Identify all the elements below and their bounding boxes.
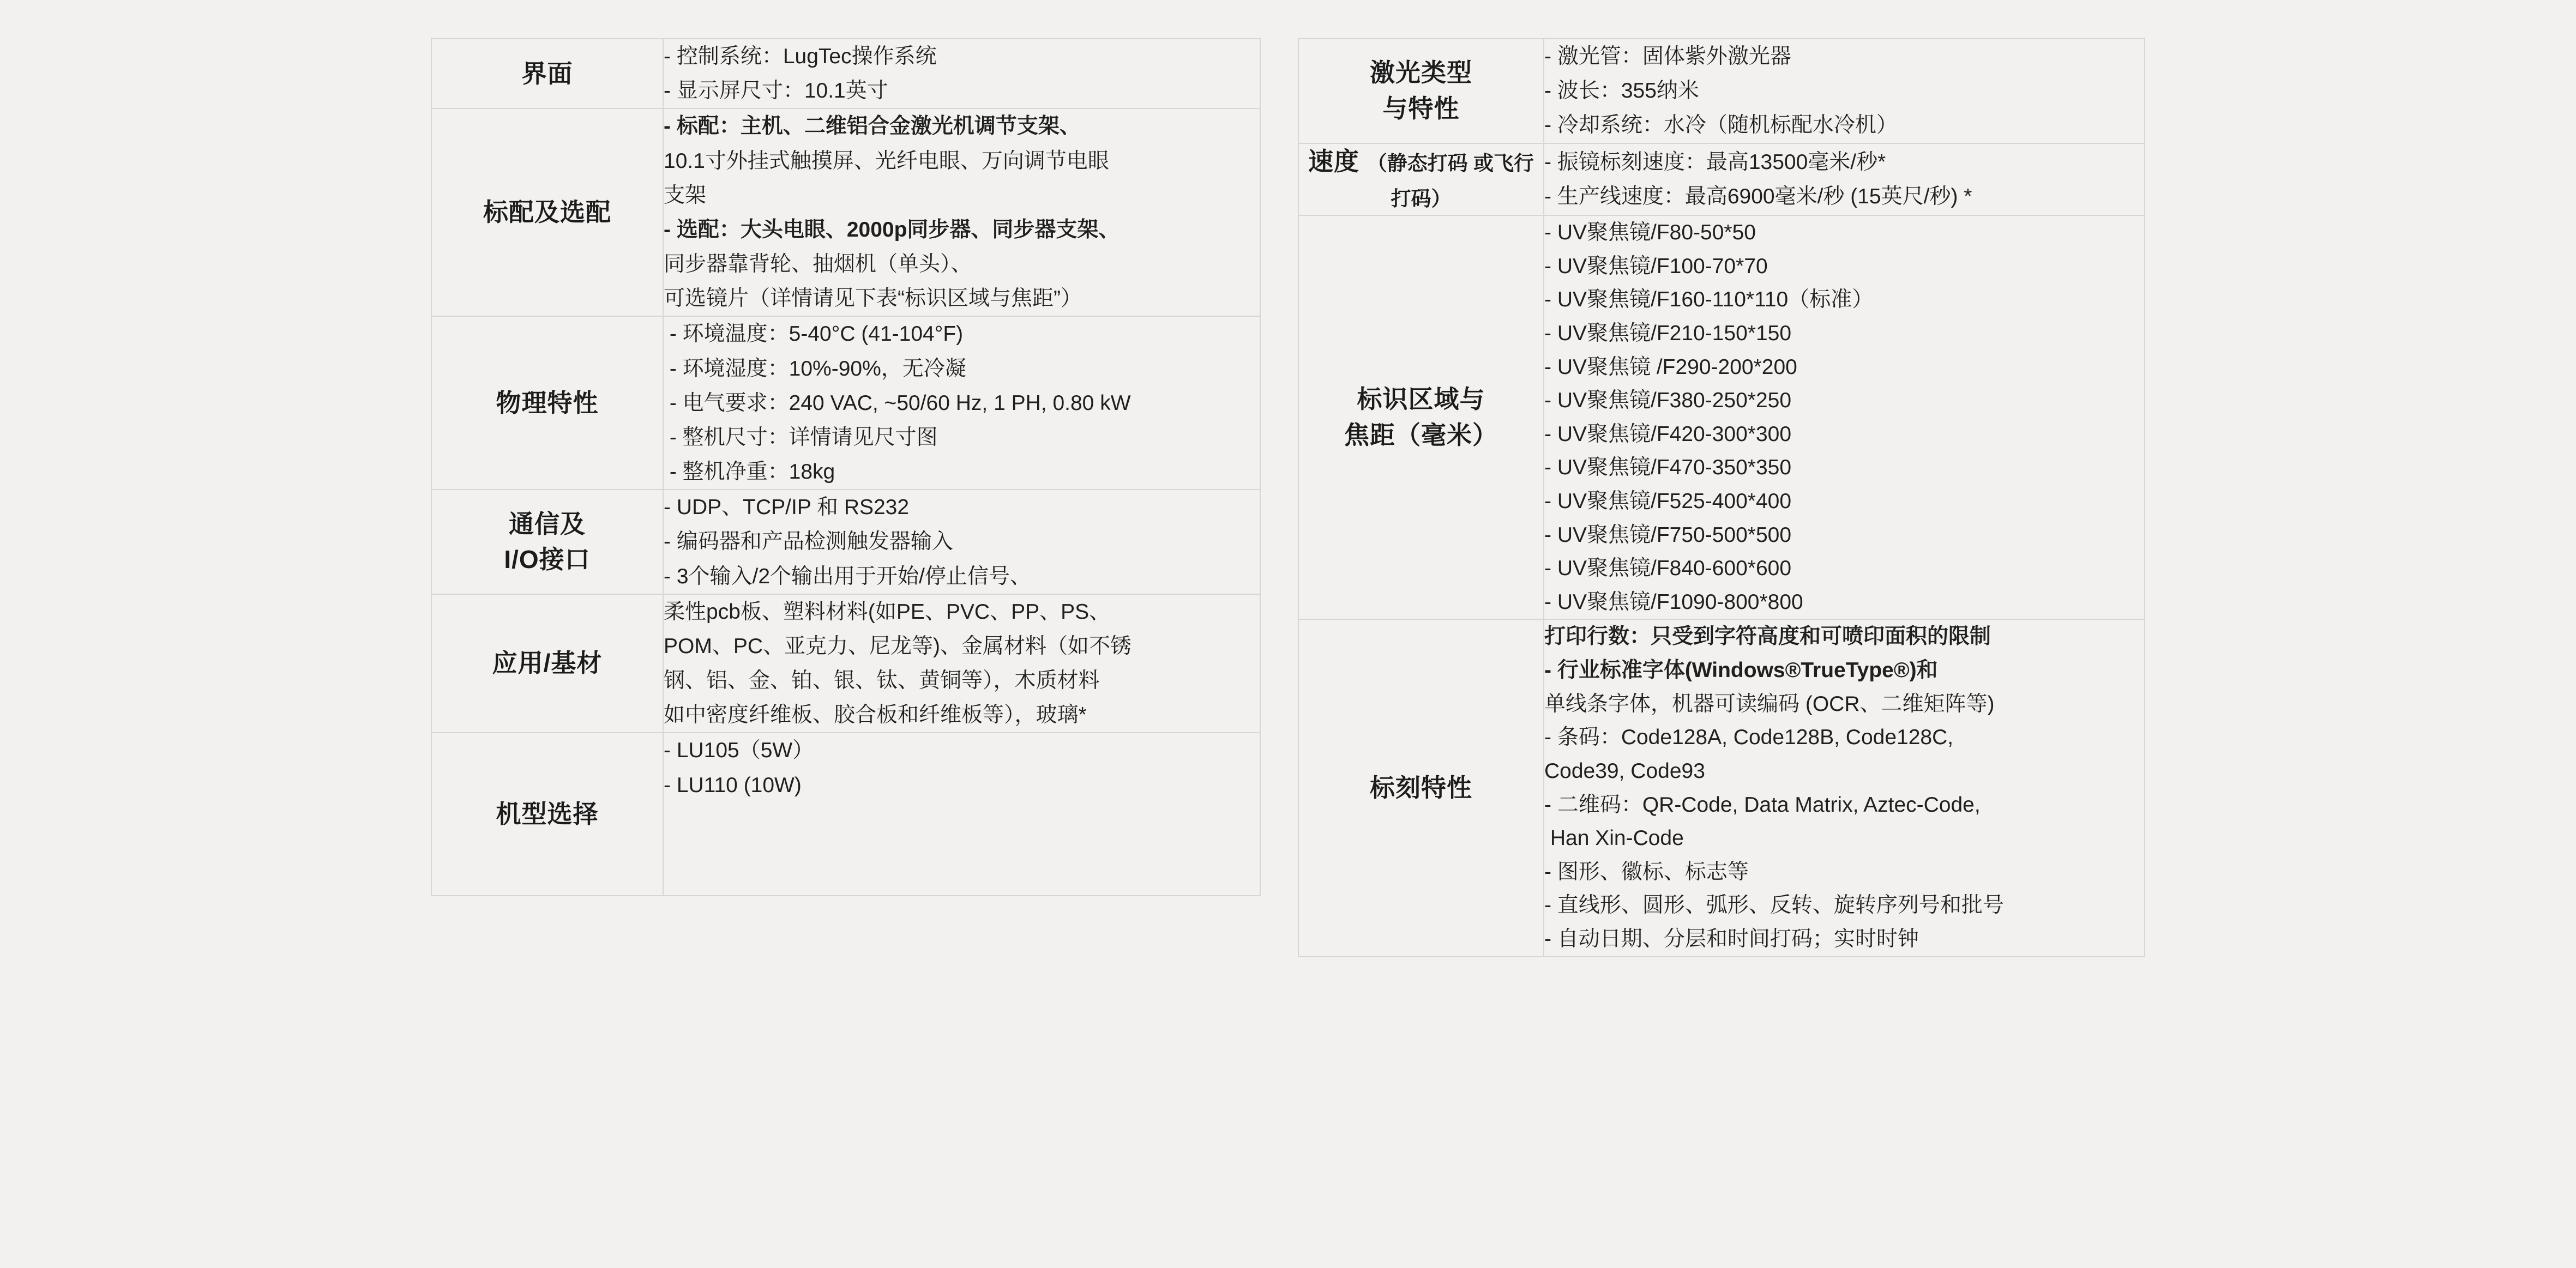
value-line: - 自动日期、分层和时间打码；实时时钟 xyxy=(1544,927,1919,951)
row-label-text: 速度 xyxy=(1308,147,1359,176)
value-line: Han Xin-Code xyxy=(1544,826,1684,850)
row-value-marking-features xyxy=(1544,619,2145,956)
value-line: 可选镜片（详情请见下表“标识区域与焦距”） xyxy=(664,287,1082,311)
value-line: Code39, Code93 xyxy=(1544,759,1705,783)
table-row xyxy=(431,108,1260,316)
value-line: - 振镜标刻速度：最高13500毫米/秒* xyxy=(1544,150,1886,174)
row-value-interface xyxy=(663,39,1260,108)
value-line: - LU105（5W） xyxy=(664,739,814,763)
value-line: - UDP、TCP/IP 和 RS232 xyxy=(664,496,910,520)
row-value-communication-io xyxy=(663,490,1260,594)
value-line: - LU110 (10W) xyxy=(664,773,802,797)
row-label-physical xyxy=(431,316,663,490)
value-line: - 图形、徽标、标志等 xyxy=(1544,860,1749,884)
value-line: 柔性pcb板、塑料材料(如PE、PVC、PP、PS、 xyxy=(664,600,1111,624)
value-line: - 选配：大头电眼、2000p同步器、同步器支架、 xyxy=(664,218,1120,241)
value-line: - UV聚焦镜/F210-150*150 xyxy=(1544,321,1792,345)
row-label-text: 界面 xyxy=(521,59,573,88)
value-line: 同步器靠背轮、抽烟机（单头）、 xyxy=(664,252,972,276)
row-label-communication-io xyxy=(431,490,663,594)
right-spec-table xyxy=(1298,38,2145,957)
row-label-text: 标识区域与 xyxy=(1357,385,1485,414)
row-label-text: 标刻特性 xyxy=(1370,773,1472,802)
table-row xyxy=(1298,215,2145,619)
value-line: - UV聚焦镜/F840-600*600 xyxy=(1544,557,1792,581)
right-table-body xyxy=(1298,39,2145,957)
row-label-application-substrate xyxy=(431,594,663,733)
value-line: - 编码器和产品检测触发器输入 xyxy=(664,530,953,554)
value-line: POM、PC、亚克力、尼龙等)、金属材料（如不锈 xyxy=(664,634,1132,658)
value-line: - UV聚焦镜/F420-300*300 xyxy=(1544,422,1792,446)
row-label-marking-features xyxy=(1298,619,1544,956)
row-value-model-selection xyxy=(663,733,1260,895)
value-line: 打印行数：只受到字符高度和可喷印面积的限制 xyxy=(1544,625,1991,649)
row-value-laser-type xyxy=(1544,39,2145,143)
value-line: - UV聚焦镜/F100-70*70 xyxy=(1544,254,1768,278)
row-label-text-sub: I/O接口 xyxy=(504,545,591,573)
row-label-text: 通信及 xyxy=(509,509,586,538)
value-line: - 标配：主机、二维铝合金激光机调节支架、 xyxy=(664,114,1081,138)
row-label-text-sub: （静态打码 或飞行打码） xyxy=(1367,152,1534,210)
value-line: - 整机尺寸：详情请见尺寸图 xyxy=(664,425,938,449)
value-line: - 生产线速度：最高6900毫米/秒 (15英尺/秒) * xyxy=(1544,184,1972,208)
value-line: - 环境湿度：10%-90%，无冷凝 xyxy=(664,357,966,381)
table-row xyxy=(1298,619,2145,956)
value-line: - UV聚焦镜/F525-400*400 xyxy=(1544,490,1792,514)
row-value-standard-optional xyxy=(663,108,1260,316)
value-line: 如中密度纤维板、胶合板和纤维板等），玻璃* xyxy=(664,703,1087,727)
row-value-application-substrate xyxy=(663,594,1260,733)
row-value-marking-area-focal xyxy=(1544,215,2145,619)
value-line: - UV聚焦镜/F380-250*250 xyxy=(1544,389,1792,413)
row-label-text: 物理特性 xyxy=(496,388,599,417)
value-line: 支架 xyxy=(664,183,707,207)
value-line: - UV聚焦镜/F160-110*110（标准） xyxy=(1544,288,1874,312)
table-row xyxy=(1298,39,2145,143)
value-line: - UV聚焦镜/F470-350*350 xyxy=(1544,456,1792,480)
row-label-text: 应用/基材 xyxy=(492,649,603,678)
spec-columns xyxy=(0,38,2576,957)
left-spec-table xyxy=(431,38,1261,896)
value-line: - 3个输入/2个输出用于开始/停止信号、 xyxy=(664,564,1031,588)
row-label-standard-optional xyxy=(431,108,663,316)
row-label-speed xyxy=(1298,143,1544,216)
value-line: - 控制系统：LugTec操作系统 xyxy=(664,45,937,68)
table-row xyxy=(431,39,1260,108)
row-value-speed xyxy=(1544,143,2145,216)
row-label-interface xyxy=(431,39,663,108)
row-value-spacer xyxy=(664,802,1260,895)
value-line: - UV聚焦镜 /F290-200*200 xyxy=(1544,355,1797,379)
value-line: - 整机净重：18kg xyxy=(664,460,835,484)
value-line: 单线条字体，机器可读编码 (OCR、二维矩阵等) xyxy=(1544,692,1995,716)
value-line: - 环境温度：5-40°C (41-104°F) xyxy=(664,322,964,346)
value-line: - 二维码：QR-Code, Data Matrix, Aztec-Code, xyxy=(1544,793,1981,817)
left-table-body xyxy=(431,39,1260,896)
table-row xyxy=(431,490,1260,594)
row-label-marking-area-focal xyxy=(1298,215,1544,619)
value-line: - 激光管：固体紫外激光器 xyxy=(1544,45,1791,68)
value-line: - 电气要求：240 VAC, ~50/60 Hz, 1 PH, 0.80 kW xyxy=(664,391,1131,415)
value-line: 10.1寸外挂式触摸屏、光纤电眼、万向调节电眼 xyxy=(664,149,1109,173)
value-line: - UV聚焦镜/F1090-800*800 xyxy=(1544,590,1803,614)
value-line: - UV聚焦镜/F80-50*50 xyxy=(1544,221,1756,245)
value-line: - UV聚焦镜/F750-500*500 xyxy=(1544,523,1792,547)
table-row xyxy=(1298,143,2145,216)
value-line: - 波长：355纳米 xyxy=(1544,79,1699,103)
value-line: - 条码：Code128A, Code128B, Code128C, xyxy=(1544,726,1954,750)
value-line: - 冷却系统：水冷（随机标配水冷机） xyxy=(1544,113,1898,137)
row-label-model-selection xyxy=(431,733,663,895)
table-row xyxy=(431,733,1260,895)
row-label-text: 激光类型 xyxy=(1370,58,1472,87)
row-value-physical xyxy=(663,316,1260,490)
row-label-laser-type xyxy=(1298,39,1544,143)
value-line: - 显示屏尺寸：10.1英寸 xyxy=(664,79,888,103)
row-label-text: 机型选择 xyxy=(496,799,599,828)
row-label-text-sub: 焦距（毫米） xyxy=(1344,420,1498,449)
value-line: - 行业标准字体(Windows®TrueType®)和 xyxy=(1544,659,1938,683)
row-label-text: 标配及选配 xyxy=(483,198,611,227)
row-label-text-sub: 与特性 xyxy=(1382,94,1460,123)
table-row xyxy=(431,316,1260,490)
table-row xyxy=(431,594,1260,733)
value-line: - 直线形、圆形、弧形、反转、旋转序列号和批号 xyxy=(1544,893,2004,917)
value-line: 钢、铝、金、铂、银、钛、黄铜等），木质材料 xyxy=(664,669,1100,693)
